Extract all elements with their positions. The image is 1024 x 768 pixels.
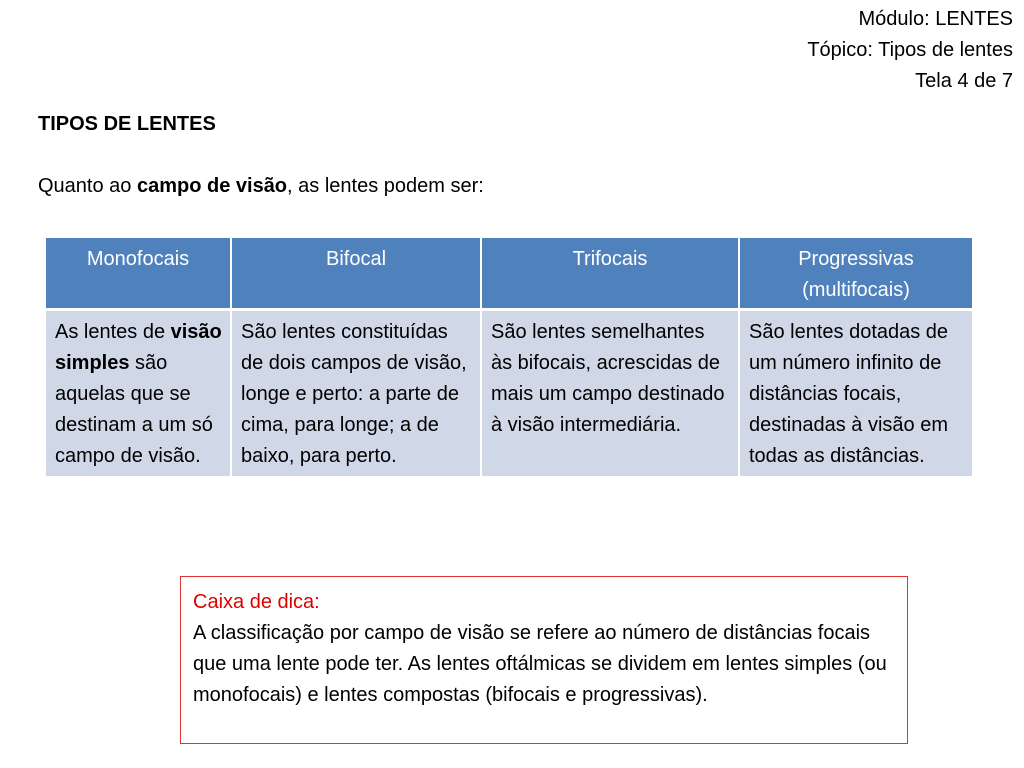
table-header-row: [45, 238, 973, 310]
intro-suffix: , as lentes podem ser:: [287, 175, 484, 197]
tip-text: A classificação por campo de visão se refere ao número de distâncias focais que uma lente pode ter. As lentes oftálmicas se dividem em lentes simples (ou monofocais) e lentes compostas (bifocais e progressivas).: [193, 622, 887, 706]
cell-progressivas: São lentes dotadas de um número infinito de distâncias focais, destinadas à visão em todas as distâncias.: [739, 310, 973, 477]
intro-bold: campo de visão: [136, 175, 288, 197]
cell-bifocal: São lentes constituídas de dois campos de visão, longe e perto: a parte de cima, para longe; a de baixo, para perto.: [231, 310, 481, 477]
header-trifocais: Trifocais: [481, 238, 739, 310]
intro-text: [38, 172, 484, 200]
cell-trifocais: São lentes semelhantes às bifocais, acrescidas de mais um campo destinado à visão intermediária.: [481, 310, 739, 477]
header-monofocais: Monofocais: [45, 238, 231, 310]
header-progressivas: Progressivas (multifocais): [739, 238, 973, 310]
tip-box: [180, 576, 908, 744]
table-row: [45, 310, 973, 477]
tip-title: Caixa de dica:: [193, 591, 320, 613]
page-title: TIPOS DE LENTES: [38, 113, 216, 135]
header-bifocal: Bifocal: [231, 238, 481, 310]
lens-types-table: [44, 238, 974, 476]
cell-monofocais: As lentes de visão simples são aquelas que se destinam a um só campo de visão.: [45, 310, 231, 477]
header-meta: [807, 4, 1013, 97]
topic-label: Tópico: Tipos de lentes: [807, 39, 1013, 61]
intro-prefix: Quanto ao: [38, 175, 137, 197]
screen-counter: Tela 4 de 7: [915, 70, 1013, 92]
module-label: Módulo: LENTES: [858, 8, 1013, 30]
